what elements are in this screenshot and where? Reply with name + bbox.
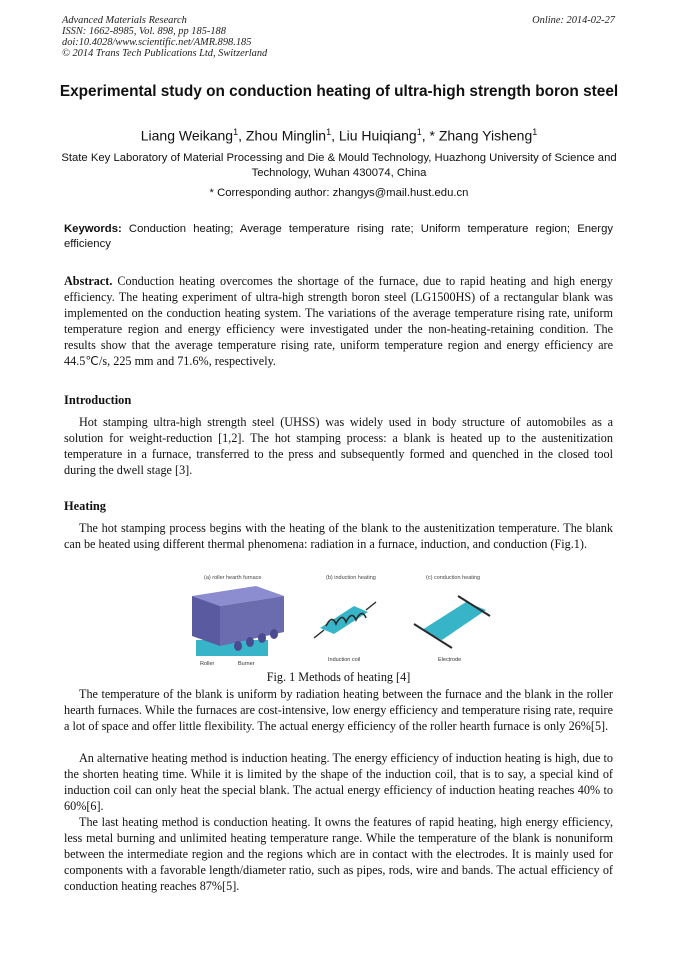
author-name: Liang Weikang — [140, 127, 234, 144]
figure-1 — [186, 568, 492, 668]
introduction-paragraph: Hot stamping ultra-high strength steel (UHSS) was widely used in body structure of automobiles as a solution for weight-reduction [1,2]. The hot stamping process: a blank is heated up to the austenitization temperature in a furnace, transferred to the press and subsequently formed and quenched in the closed tool during the dwell stage [3]. — [64, 415, 613, 477]
keywords-text: Conduction heating; Average temperature rising rate; Uniform temperature region; Energy efficiency — [64, 223, 613, 250]
burner — [246, 637, 254, 647]
abstract — [64, 273, 613, 369]
author-name: Zhou Minglin — [245, 127, 327, 144]
author-affil-mark: 1 — [532, 127, 538, 137]
panel-b-title: (b) induction heating — [326, 575, 376, 581]
label-induction-coil: Induction coil — [328, 657, 361, 663]
heating-paragraph-2: The temperature of the blank is uniform by radiation heating between the furnace and the blank in the roller hearth furnaces. While the furnaces are cost-intensive, low energy efficiency and temperature rising rate, require a lot of space and offer little flexibility. The actual energy efficiency of the roller hearth furnace is only 26%[5]. — [64, 687, 613, 733]
label-roller: Roller — [200, 661, 215, 667]
author-list: Liang Weikang$^1$, Zhou Minglin$^1$, Liu Huiqiang$^1$, * Zhang Yisheng$^1$ — [140, 127, 538, 144]
corresponding-author: * Corresponding author: zhangys@mail.hust.edu.cn — [209, 187, 469, 199]
burner — [270, 629, 278, 639]
panel-a-title: (a) roller hearth furnace — [204, 575, 262, 581]
copyright-line: © 2014 Trans Tech Publications Ltd, Switzerland — [62, 48, 268, 59]
figure-1-caption: Fig. 1 Methods of heating [4] — [266, 670, 411, 684]
doi-line: doi:10.4028/www.scientific.net/AMR.898.185 — [62, 37, 252, 48]
panel-c-title: (c) conduction heating — [426, 575, 481, 581]
author-name: Liu Huiqiang — [338, 127, 417, 144]
section-heading-heating: Heating — [64, 499, 106, 513]
heating-paragraph-1: The hot stamping process begins with the heating of the blank to the austenitization temperature. The blank can be heated using different thermal phenomena: radiation in a furnace, induction, and conduction (Fig.1). — [64, 521, 613, 551]
issn-line: ISSN: 1662-8985, Vol. 898, pp 185-188 — [62, 26, 226, 37]
author-affil-mark: 1 — [326, 127, 332, 137]
coil-lead — [314, 630, 324, 638]
label-electrode: Electrode — [438, 657, 462, 663]
keywords-label: Keywords: — [64, 223, 122, 235]
label-burner: Burner — [238, 661, 255, 667]
coil-lead — [366, 602, 376, 610]
journal-header — [62, 15, 267, 59]
burner — [234, 641, 242, 651]
journal-name: Advanced Materials Research — [62, 15, 187, 26]
heating-paragraph-3: An alternative heating method is induction heating. The energy efficiency of induction heating is high, due to the shorten heating time. While it is limited by the shape of the induction coil, that is to say, a special kind of induction coil can only heat the special blank. The actual energy efficiency of induction heating reaches 40% to 60%[6]. — [64, 751, 613, 813]
burner — [258, 633, 266, 643]
author-affil-mark: 1 — [233, 127, 239, 137]
keywords — [64, 222, 613, 252]
author-name: * Zhang Yisheng — [429, 127, 533, 144]
heating-paragraph-4: The last heating method is conduction heating. It owns the features of rapid heating, high energy efficiency, less metal burning and unlimited heating temperature range. While the temperature of the blank is nonuniform between the intermediate region and the regions which are in contact with the electrodes. It is mainly used for components with a favorable length/diameter ratio, such as pipes, rods, wire and bands. The actual efficiency of conduction heating reaches 87%[5]. — [64, 815, 613, 893]
figure-1-illustration — [186, 568, 492, 668]
induction-heating-drawing — [314, 602, 376, 663]
conduction-heating-drawing — [414, 596, 490, 663]
paper-title: Experimental study on conduction heating of ultra-high strength boron steel — [59, 83, 619, 100]
affiliation: State Key Laboratory of Material Processing and Die & Mould Technology, Huazhong University of Science and Technology, Wuhan 430074, China — [61, 152, 617, 179]
abstract-text: Conduction heating overcomes the shortage of the furnace, due to rapid heating and high energy efficiency. The heating experiment of ultra-high strength boron steel (LG1500HS) of a rectangular blank was implemented on the conduction heating system. The variations of the average temperature rising rate, uniform temperature region and energy efficiency were investigated under the non-heating-retaining condition. The results show that the average temperature rising rate, uniform temperature region and energy efficiency are 44.5℃/s, 225 mm and 71.6%, respectively. — [64, 274, 613, 368]
author-affil-mark: 1 — [416, 127, 422, 137]
abstract-label: Abstract. — [64, 274, 113, 288]
roller-hearth-furnace-drawing — [192, 586, 284, 667]
induction-blank — [320, 606, 368, 634]
online-date: Online: 2014-02-27 — [532, 15, 615, 26]
section-heading-introduction: Introduction — [64, 393, 132, 407]
